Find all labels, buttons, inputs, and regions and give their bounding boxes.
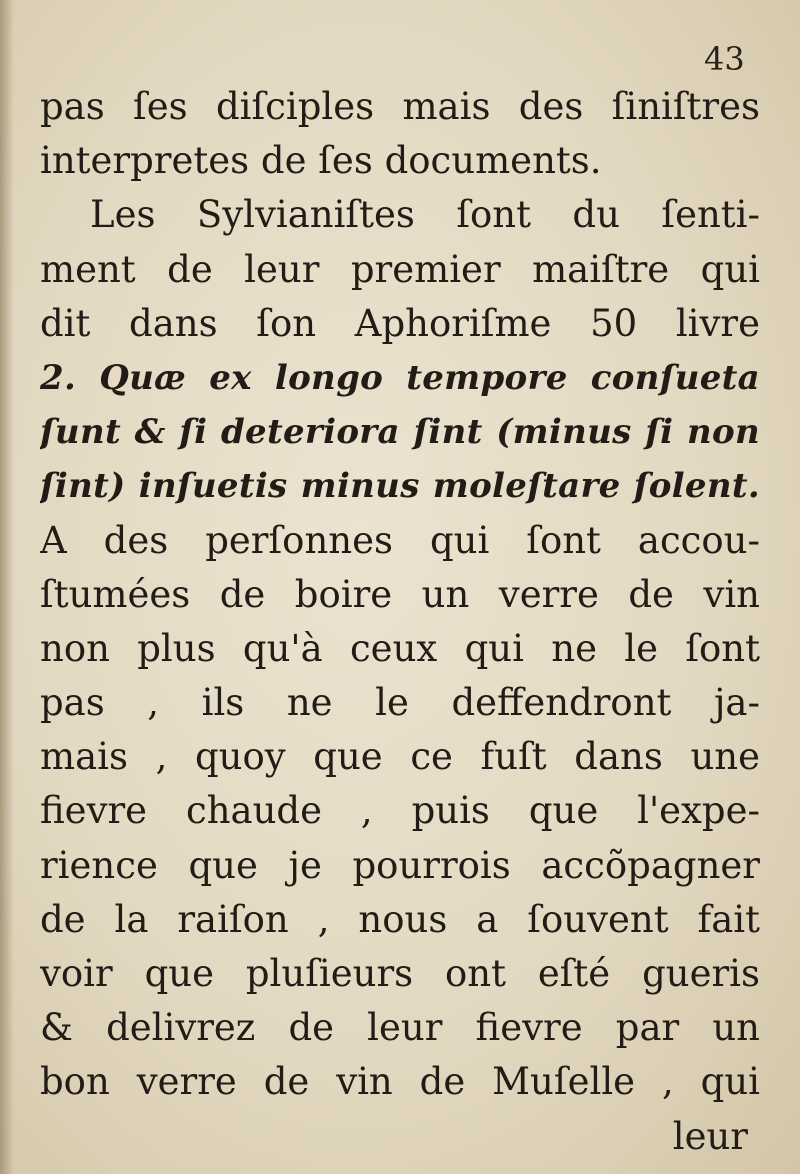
latin-quote-line: ſunt & ſi deteriora ſint (minus ſi non [40, 412, 760, 453]
text-line: pas ſes diſciples mais des ſiniſtres [40, 85, 760, 128]
catchword: leur [672, 1114, 748, 1158]
text-line: ment de leur premier maiſtre qui [40, 247, 760, 291]
text-line: A des perſonnes qui ſont accou- [40, 518, 760, 562]
page-number: 43 [704, 40, 745, 78]
text-line: Les Sylvianiſtes ſont du ſenti- [90, 193, 760, 237]
text-line: bon verre de vin de Muſelle , qui [40, 1060, 760, 1104]
latin-quote-line: ſint) inſuetis minus moleſtare ſolent. [40, 466, 760, 507]
text-line: dit dans ſon Aphoriſme 50 livre [40, 301, 760, 345]
text-line: ſtumées de boire un verre de vin [40, 572, 760, 616]
text-line: mais , quoy que ce fuſt dans une [40, 735, 760, 779]
text-line: fievre chaude , puis que l'expe- [40, 789, 760, 833]
text-line: & delivrez de leur fievre par un [40, 1006, 760, 1050]
text-line: interpretes de ſes documents. [40, 139, 602, 183]
text-line: voir que pluſieurs ont eſté gueris [40, 952, 760, 995]
text-line: pas , ils ne le deffendront ja- [40, 681, 760, 725]
binding-shadow [0, 0, 14, 1174]
text-line: rience que je pourrois accõpagner [40, 843, 760, 887]
text-line: de la raiſon , nous a ſouvent fait [40, 897, 760, 941]
latin-quote-line: 2. Quæ ex longo tempore conſueta [40, 357, 760, 398]
body-text [40, 80, 760, 1164]
text-line: non plus qu'à ceux qui ne le ſont [40, 626, 760, 670]
